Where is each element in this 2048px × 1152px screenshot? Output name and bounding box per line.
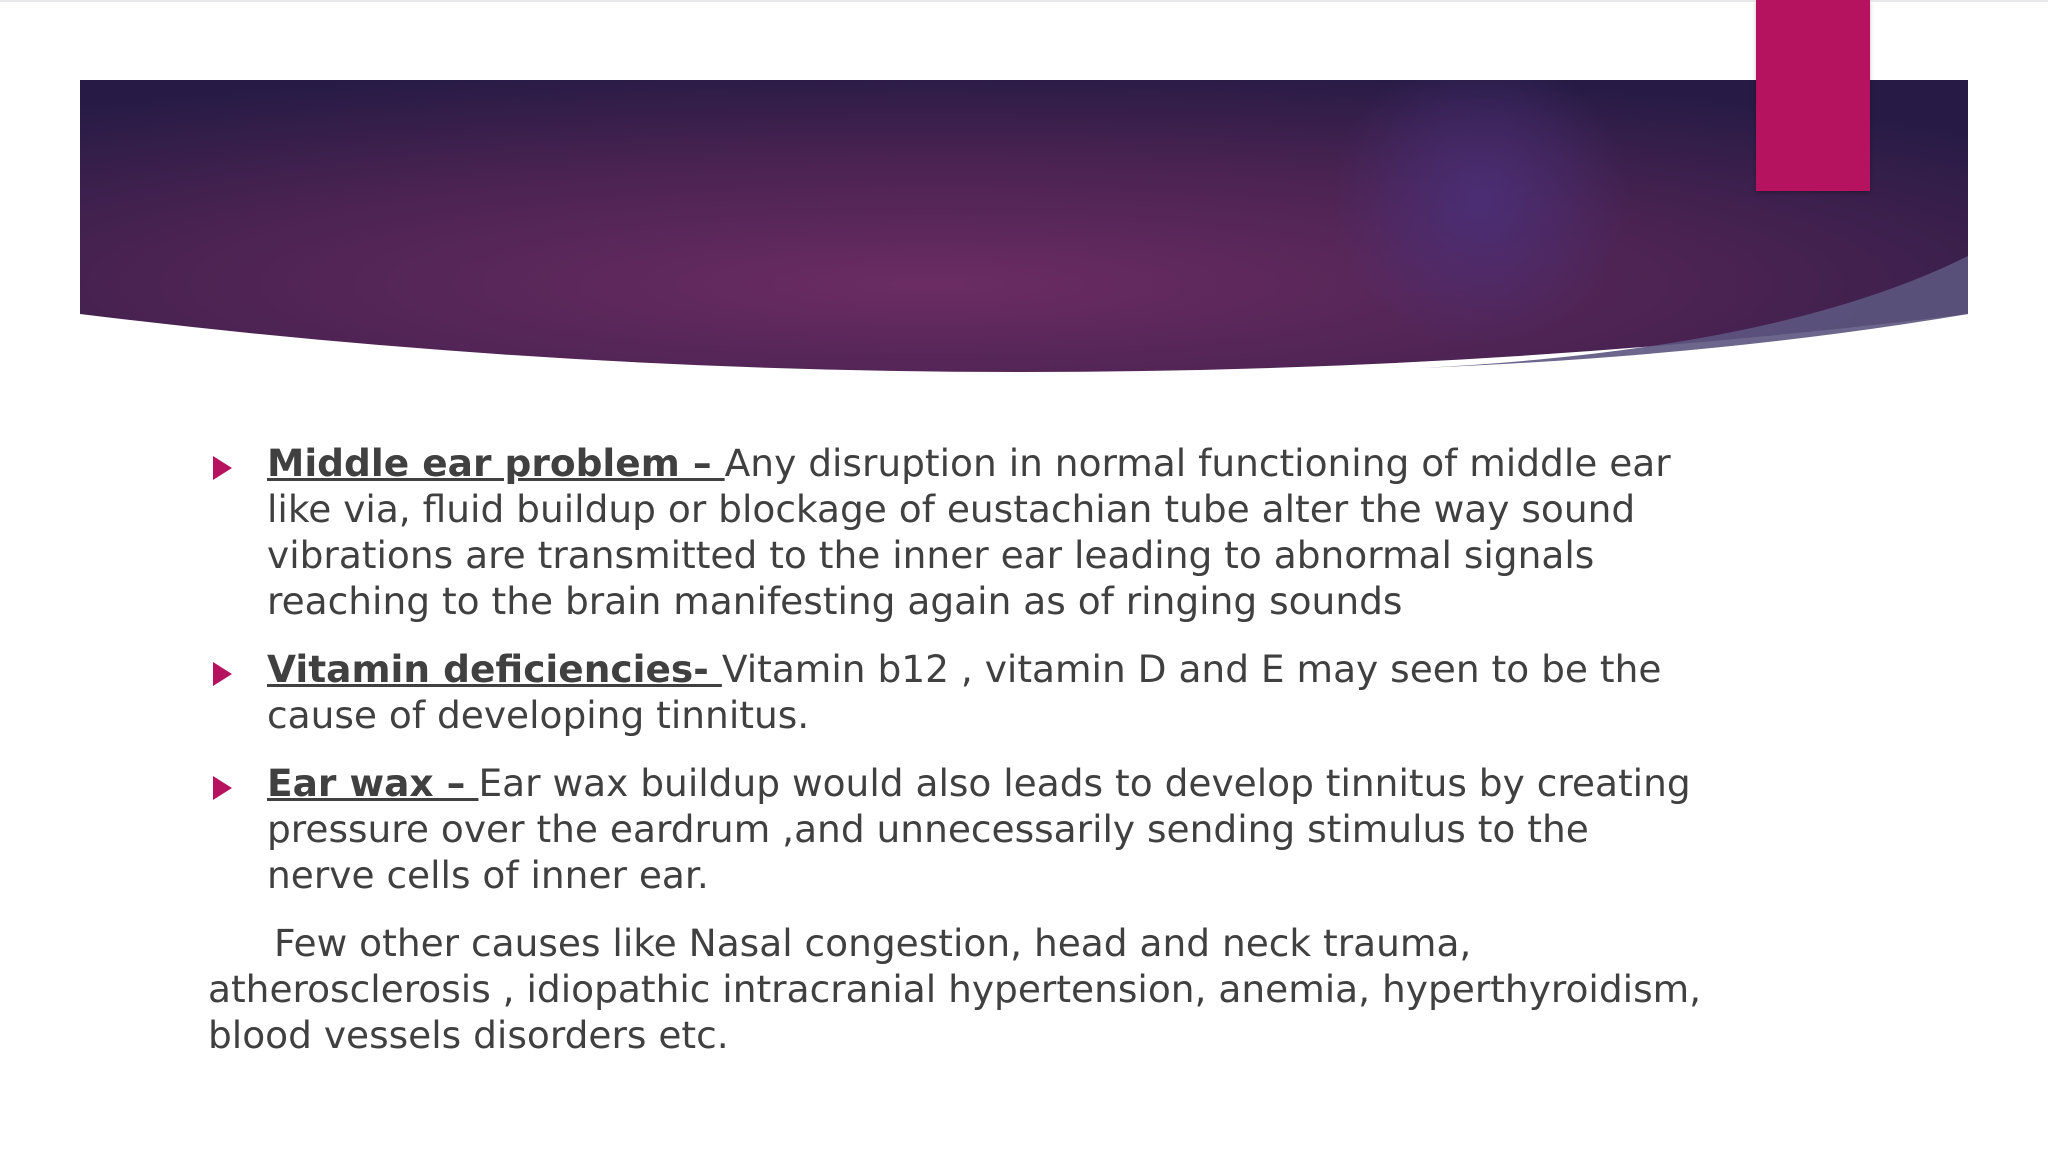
accent-tab [1756, 0, 1870, 191]
header-banner [80, 80, 1968, 380]
bullet-text: Vitamin b12 , vitamin D and E may seen to be the cause of developing tinnitus. [267, 647, 1662, 737]
bullet-item-middle-ear [208, 440, 1708, 624]
slide-content [208, 440, 1708, 1058]
top-divider [0, 0, 2048, 2]
bullet-term: Ear wax – [267, 761, 479, 805]
other-causes-paragraph: Few other causes like Nasal congestion, head and neck trauma, atherosclerosis , idiopathic intracranial hypertension, anemia, hyperthyroidism, blood vessels disorders etc. [208, 921, 1702, 1057]
triangle-bullet-icon [213, 662, 232, 686]
bullet-term: Vitamin deficiencies- [267, 647, 722, 691]
bullet-item-vitamin [208, 646, 1708, 738]
bullet-text: Any disruption in normal functioning of middle ear like via, fluid buildup or blockage of eustachian tube alter the way sound vibrations are transmitted to the inner ear leading to abnormal signals reaching to the brain manifesting again as of ringing sounds [267, 441, 1671, 623]
bullet-item-ear-wax [208, 760, 1708, 898]
triangle-bullet-icon [213, 456, 232, 480]
bullet-list [208, 440, 1708, 898]
bullet-text: Ear wax buildup would also leads to develop tinnitus by creating pressure over the eardrum ,and unnecessarily sending stimulus to the nerve cells of inner ear. [267, 761, 1691, 897]
bullet-term: Middle ear problem – [267, 441, 725, 485]
triangle-bullet-icon [213, 776, 232, 800]
